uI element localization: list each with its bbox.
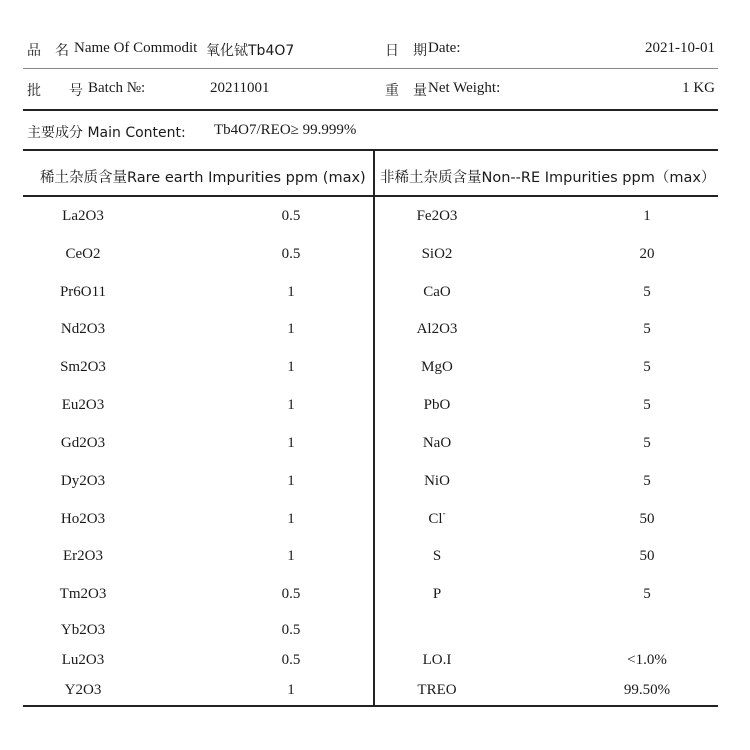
left-impurity-value: 0.5 <box>281 652 301 668</box>
left-impurity-name: Er2O3 <box>63 548 103 564</box>
date-value: 2021-10-01 <box>645 40 715 56</box>
right-impurity-value: <1.0% <box>627 652 667 668</box>
left-impurity-value: 1 <box>287 682 295 698</box>
main-content-label: 主要成分 Main Content: <box>27 125 186 141</box>
left-impurity-value: 0.5 <box>281 622 301 638</box>
right-impurity-name: Cl- <box>428 508 446 527</box>
batch-label-en: Batch №: <box>88 80 146 96</box>
right-impurity-name: PbO <box>423 397 451 413</box>
left-impurity-name: Lu2O3 <box>61 652 105 668</box>
left-impurity-name: Pr6O11 <box>59 284 107 300</box>
right-impurity-name: NaO <box>422 435 452 451</box>
right-impurity-name: LO.I <box>422 652 452 668</box>
right-impurity-name: Al2O3 <box>416 321 458 337</box>
left-column-header: 稀土杂质含量Rare earth Impurities ppm (max) <box>40 170 366 186</box>
left-impurity-value: 0.5 <box>281 246 301 262</box>
right-impurity-name: SiO2 <box>421 246 453 262</box>
right-impurity-value: 5 <box>643 359 651 375</box>
right-impurity-charge: - <box>442 508 446 518</box>
left-impurity-name: Nd2O3 <box>60 321 106 337</box>
right-impurity-value: 99.50% <box>623 682 671 698</box>
weight-label-en: Net Weight: <box>428 80 501 96</box>
right-impurity-name: Fe2O3 <box>416 208 458 224</box>
right-impurity-value: 1 <box>643 208 651 224</box>
left-impurity-value: 1 <box>287 473 295 489</box>
right-impurity-value: 5 <box>643 435 651 451</box>
main-content-value: Tb4O7/REO≥ 99.999% <box>214 122 357 138</box>
commodity-label-cn: 品 名 <box>27 43 69 59</box>
right-impurity-value: 20 <box>639 246 655 262</box>
table-center-divider <box>373 149 375 706</box>
right-impurity-name: TREO <box>417 682 457 698</box>
right-impurity-value: 5 <box>643 321 651 337</box>
commodity-value: 氧化铽Tb4O7 <box>206 43 295 59</box>
right-impurity-name: NiO <box>424 473 450 489</box>
left-impurity-value: 1 <box>287 359 295 375</box>
left-impurity-value: 1 <box>287 321 295 337</box>
left-impurity-value: 0.5 <box>281 586 301 602</box>
batch-label-cn: 批 号 <box>27 83 83 99</box>
left-impurity-name: La2O3 <box>62 208 104 224</box>
right-impurity-value: 5 <box>643 397 651 413</box>
date-label-en: Date: <box>428 40 461 56</box>
left-impurity-name: Y2O3 <box>64 682 102 698</box>
left-impurity-name: CeO2 <box>65 246 101 262</box>
left-impurity-name: Ho2O3 <box>60 511 106 527</box>
right-impurity-name: MgO <box>421 359 453 375</box>
right-impurity-value: 5 <box>643 473 651 489</box>
date-label-cn: 日 期 <box>385 43 427 59</box>
left-impurity-value: 1 <box>287 284 295 300</box>
right-impurity-value: 5 <box>643 586 651 602</box>
table-header-border <box>23 195 718 197</box>
left-impurity-value: 1 <box>287 397 295 413</box>
header-divider-1 <box>23 68 718 69</box>
right-impurity-name: P <box>432 586 442 602</box>
left-impurity-value: 1 <box>287 435 295 451</box>
commodity-label-en: Name Of Commodit <box>74 40 198 56</box>
header-divider-2 <box>23 109 718 111</box>
right-column-header: 非稀土杂质含量Non--RE Impurities ppm（max） <box>380 170 716 186</box>
left-impurity-name: Eu2O3 <box>61 397 105 413</box>
right-impurity-name: S <box>432 548 442 564</box>
left-impurity-value: 1 <box>287 548 295 564</box>
left-impurity-name: Yb2O3 <box>60 622 106 638</box>
batch-value: 20211001 <box>210 80 270 96</box>
table-bottom-border <box>23 705 718 707</box>
right-impurity-name: CaO <box>423 284 451 300</box>
left-impurity-name: Gd2O3 <box>60 435 106 451</box>
left-impurity-name: Tm2O3 <box>59 586 107 602</box>
right-impurity-value: 50 <box>639 548 655 564</box>
weight-label-cn: 重 量 <box>385 83 427 99</box>
left-impurity-value: 1 <box>287 511 295 527</box>
right-impurity-value: 5 <box>643 284 651 300</box>
left-impurity-value: 0.5 <box>281 208 301 224</box>
left-impurity-name: Dy2O3 <box>60 473 106 489</box>
left-impurity-name: Sm2O3 <box>60 359 106 375</box>
weight-value: 1 KG <box>682 80 715 96</box>
right-impurity-value: 50 <box>639 511 655 527</box>
table-top-border <box>23 149 718 151</box>
